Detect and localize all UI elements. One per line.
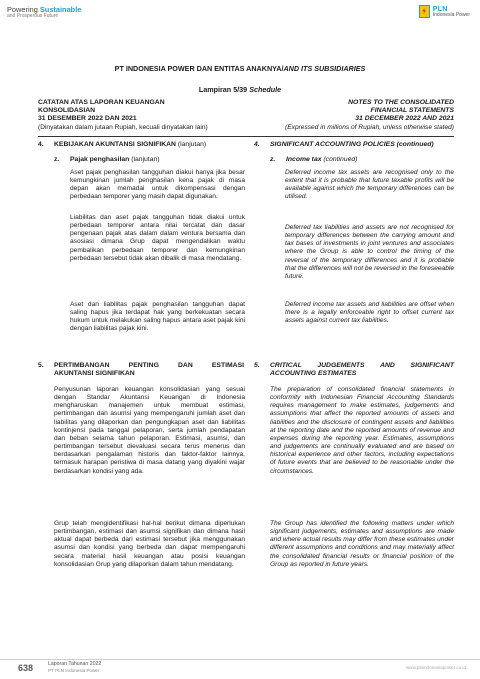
brand-subtitle: and Prosperous Future: [7, 12, 59, 19]
brand-tagline: [7, 6, 81, 19]
paragraph: Liabilitas dan aset pajak tangguhan tidak diakui untuk perbedaan temporer antara nilai tercatat dan dasar pengenaan pajak atas dalam dalam ventura bersama dan asosiasi dimana Grup dapat mengendalikan waktu pembalikan perbedaan temporer dan kemungkinan perbedaan tersebut tidak akan dibalik di masa mendatang.: [70, 214, 245, 262]
paragraph: Aset dan liabilitas pajak penghasilan tangguhan dapat saling hapus jika terdapat hak yang berkekuatan secara hukum untuk melakukan saling hapus antara aset pajak kini dengan liabilitas pajak kini.: [70, 301, 245, 333]
footer-report: Laporan Tahunan 2022 PT PLN Indonesia Power: [48, 661, 102, 673]
footer-divider: [0, 659, 480, 660]
lightning-logo-icon: [419, 5, 430, 18]
paragraph: Deferred income tax assets and liabilities are offset when there is a legally enforceable right to offset current tax assets against current tax liabilities.: [285, 301, 454, 325]
paragraph: The preparation of consolidated financial statements in conformity with Indonesian Financial Accounting Standards requires management to make estimates, judgements and assumptions that affect the reported amounts of assets and liabilities and the disclosure of contingent assets and liabilities at the reporting date and the reported amounts of revenue and expenses during the reporting year. Estimates, assumptions and judgements are continually evaluated and are based on historical experience and other factors, including expectations of future events that are believed to be reasonable under the circumstances.: [270, 386, 454, 475]
company-title: PT INDONESIA POWER DAN ENTITAS ANAKNYA/AND ITS SUBSIDIARIES: [114, 64, 366, 73]
right-header: NOTES TO THE CONSOLIDATED FINANCIAL STATEMENTS 31 DECEMBER 2022 AND 2021 (Expressed in millions of Rupiah, unless otherwise stated): [285, 99, 454, 131]
left-header: CATATAN ATAS LAPORAN KEUANGAN KONSOLIDASIAN 31 DESEMBER 2022 DAN 2021 (Dinyatakan dalam jutaan Rupiah, kecuali dinyatakan lain): [38, 99, 208, 131]
logo-text: PLN: [432, 5, 448, 13]
attachment-label: Lampiran 5/39 Schedule: [198, 85, 282, 94]
paragraph: Deferred tax liabilities and assets are not recognised for temporary differences between the carrying amount and tax bases of investments in joint ventures and associates where the Group is able to control the timing of the reversal of the temporary differences and it is probable that the differences will not be reversed in the foreseeable future.: [285, 224, 454, 280]
pln-logo: [419, 5, 470, 18]
document-page: Powering Sustainable and Prosperous Future PLN Indonesia Power PT INDONESIA POWER DAN ENTITAS ANAKNYA/AND ITS SUBSIDIARIES Lampiran 5/39 Schedule CATATAN ATAS LAPORAN KEUANGAN KONSOLIDASIAN 31 DESEMBER 2022 DAN 2021 (Dinyatakan dalam jutaan Rupiah, kecuali dinyatakan lain) NOTES TO THE CONSOLIDATED FINANCIAL STATEMENTS 31 DECEMBER 2022 AND 2021 (Expressed in millions of Rupiah, unless otherwise stated) 4. KEBIJAKAN AKUNTANSI SIGNIFIKAN (lanjutan) 4. SIGNIFICANT ACCOUNTING POLICIES (continued) z. Pajak penghasilan (lanjutan) z. Income tax (continued) Aset pajak penghasilan tangguhan diakui hanya jika besar kemungkinan jumlah penghasilan kena pajak di masa depan akan memadai untuk dikompensasi dengan perbedaan temporer yang masih dapat digunakan. Liabilitas dan aset pajak tangguhan tidak diakui untuk perbedaan temporer antara nilai tercatat dan dasar pengenaan pajak atas dalam dalam ventura bersama dan asosiasi dimana Grup dapat mengendalikan waktu pembalikan perbedaan temporer dan kemungkinan perbedaan tersebut tidak akan dibalik di masa mendatang. Aset dan liabilitas pajak penghasilan tangguhan dapat saling hapus jika terdapat hak yang berkekuatan secara hukum untuk melakukan saling hapus antara aset pajak kini dengan liabilitas pajak kini. Deferred income tax assets are recognised only to the extent that it is probable that future taxable profits will be available against which the temporary differences can be utilised. Deferred tax liabilities and assets are not recognised for temporary differences between the carrying amount and tax bases of investments in joint ventures and associates where the Group is able to control the timing of the reversal of the temporary differences and it is probable that the differences will not be reversed in the foreseeable future. Deferred income tax assets and liabilities are offset when there is a legally enforceable right to offset current tax assets against current tax liabilities. 5. PERTIMBANGAN PENTING DAN ESTIMASI AKUNTANSI SIGNIFIKAN 5. CRITICAL JUDGEMENTS AND SIGNIFICANT ACCOUNTING ESTIMATES Penyusunan laporan keuangan konsolidasian yang sesuai dengan Standar Akuntansi Keuangan di Indonesia mengharuskan manajemen untuk membuat estimasi, pertimbangan dan asumsi yang mempengaruhi jumlah aset dan liabilitas yang dilaporkan dan pengungkapan aset dan liabilitas kontinjensi pada tanggal pelaporan, serta jumlah pendapatan dan beban selama tahun pelaporan. Estimasi, asumsi, dan pertimbangan tersebut dievaluasi secara terus menerus dan berdasarkan pengalaman historis dan faktor-faktor lainnya, termasuk harapan peristiwa di masa datang yang diyakini wajar berdasarkan kondisi yang ada. Grup telah mengidentifikasi hal-hal berikut dimana diperlukan pertimbangan, estimasi dan asumsi signifikan dan dimana hasil aktual dapat berbeda dari estimasi tersebut jika menggunakan asumsi dan kondisi yang berbeda dan dapat mempengaruhi secara material hasil keuangan atau posisi keuangan konsolidasian Grup yang dilaporkan dalam tahun mendatang. The preparation of consolidated financial statements in conformity with Indonesian Financial Accounting Standards requires management to make estimates, judgements and assumptions that affect the reported amounts of assets and liabilities and the disclosure of contingent assets and liabilities at the reporting date and the reported amounts of revenue and expenses during the reporting year. Estimates, assumptions and judgements are continually evaluated and are based on historical experience and other factors, including expectations of future events that are believed to be reasonable under the circumstances. The Group has identified the following matters under which significant judgements, estimates and assumptions are made and where actual results may differ from these estimates under different assumptions and conditions and may materially affect the consolidated financial results or financial position of the Group as reported in future years. 638 Laporan Tahunan 2022 PT PLN Indonesia Power www.plnindonesiapower.co.id: [0, 0, 480, 679]
brand-prefix: Powering: [7, 5, 38, 14]
paragraph: The Group has identified the following matters under which significant judgements, estimates and assumptions are made and where actual results may differ from these estimates under different assumptions and conditions and may materially affect the consolidated financial results or financial position of the Group as reported in future years.: [270, 520, 454, 568]
page-number: 638: [18, 663, 34, 673]
header-divider: [38, 136, 454, 137]
paragraph: Deferred income tax assets are recognised only to the extent that it is probable that future taxable profits will be available against which the temporary differences can be utilised.: [285, 169, 454, 201]
logo-subtext: Indonesia Power: [432, 11, 470, 18]
footer-url[interactable]: www.plnindonesiapower.co.id: [405, 665, 466, 670]
paragraph: Aset pajak penghasilan tangguhan diakui hanya jika besar kemungkinan jumlah penghasilan kena pajak di masa depan akan memadai untuk dikompensasi dengan perbedaan temporer yang masih dapat digunakan.: [70, 169, 245, 201]
brand-word: Sustainable: [39, 5, 82, 14]
paragraph: Penyusunan laporan keuangan konsolidasian yang sesuai dengan Standar Akuntansi Keuangan di Indonesia mengharuskan manajemen untuk membuat estimasi, pertimbangan dan asumsi yang mempengaruhi jumlah aset dan liabilitas yang dilaporkan dan pengungkapan aset dan liabilitas kontinjensi pada tanggal pelaporan, serta jumlah pendapatan dan beban selama tahun pelaporan. Estimasi, asumsi, dan pertimbangan tersebut dievaluasi secara terus menerus dan berdasarkan pengalaman historis dan faktor-faktor lainnya, termasuk harapan peristiwa di masa datang yang diyakini wajar berdasarkan kondisi yang ada.: [54, 386, 245, 475]
paragraph: Grup telah mengidentifikasi hal-hal berikut dimana diperlukan pertimbangan, estimasi dan asumsi signifikan dan dimana hasil aktual dapat berbeda dari estimasi tersebut jika menggunakan asumsi dan kondisi yang berbeda dan dapat mempengaruhi secara material hasil keuangan atau posisi keuangan konsolidasian Grup yang dilaporkan dalam tahun mendatang.: [54, 520, 245, 568]
